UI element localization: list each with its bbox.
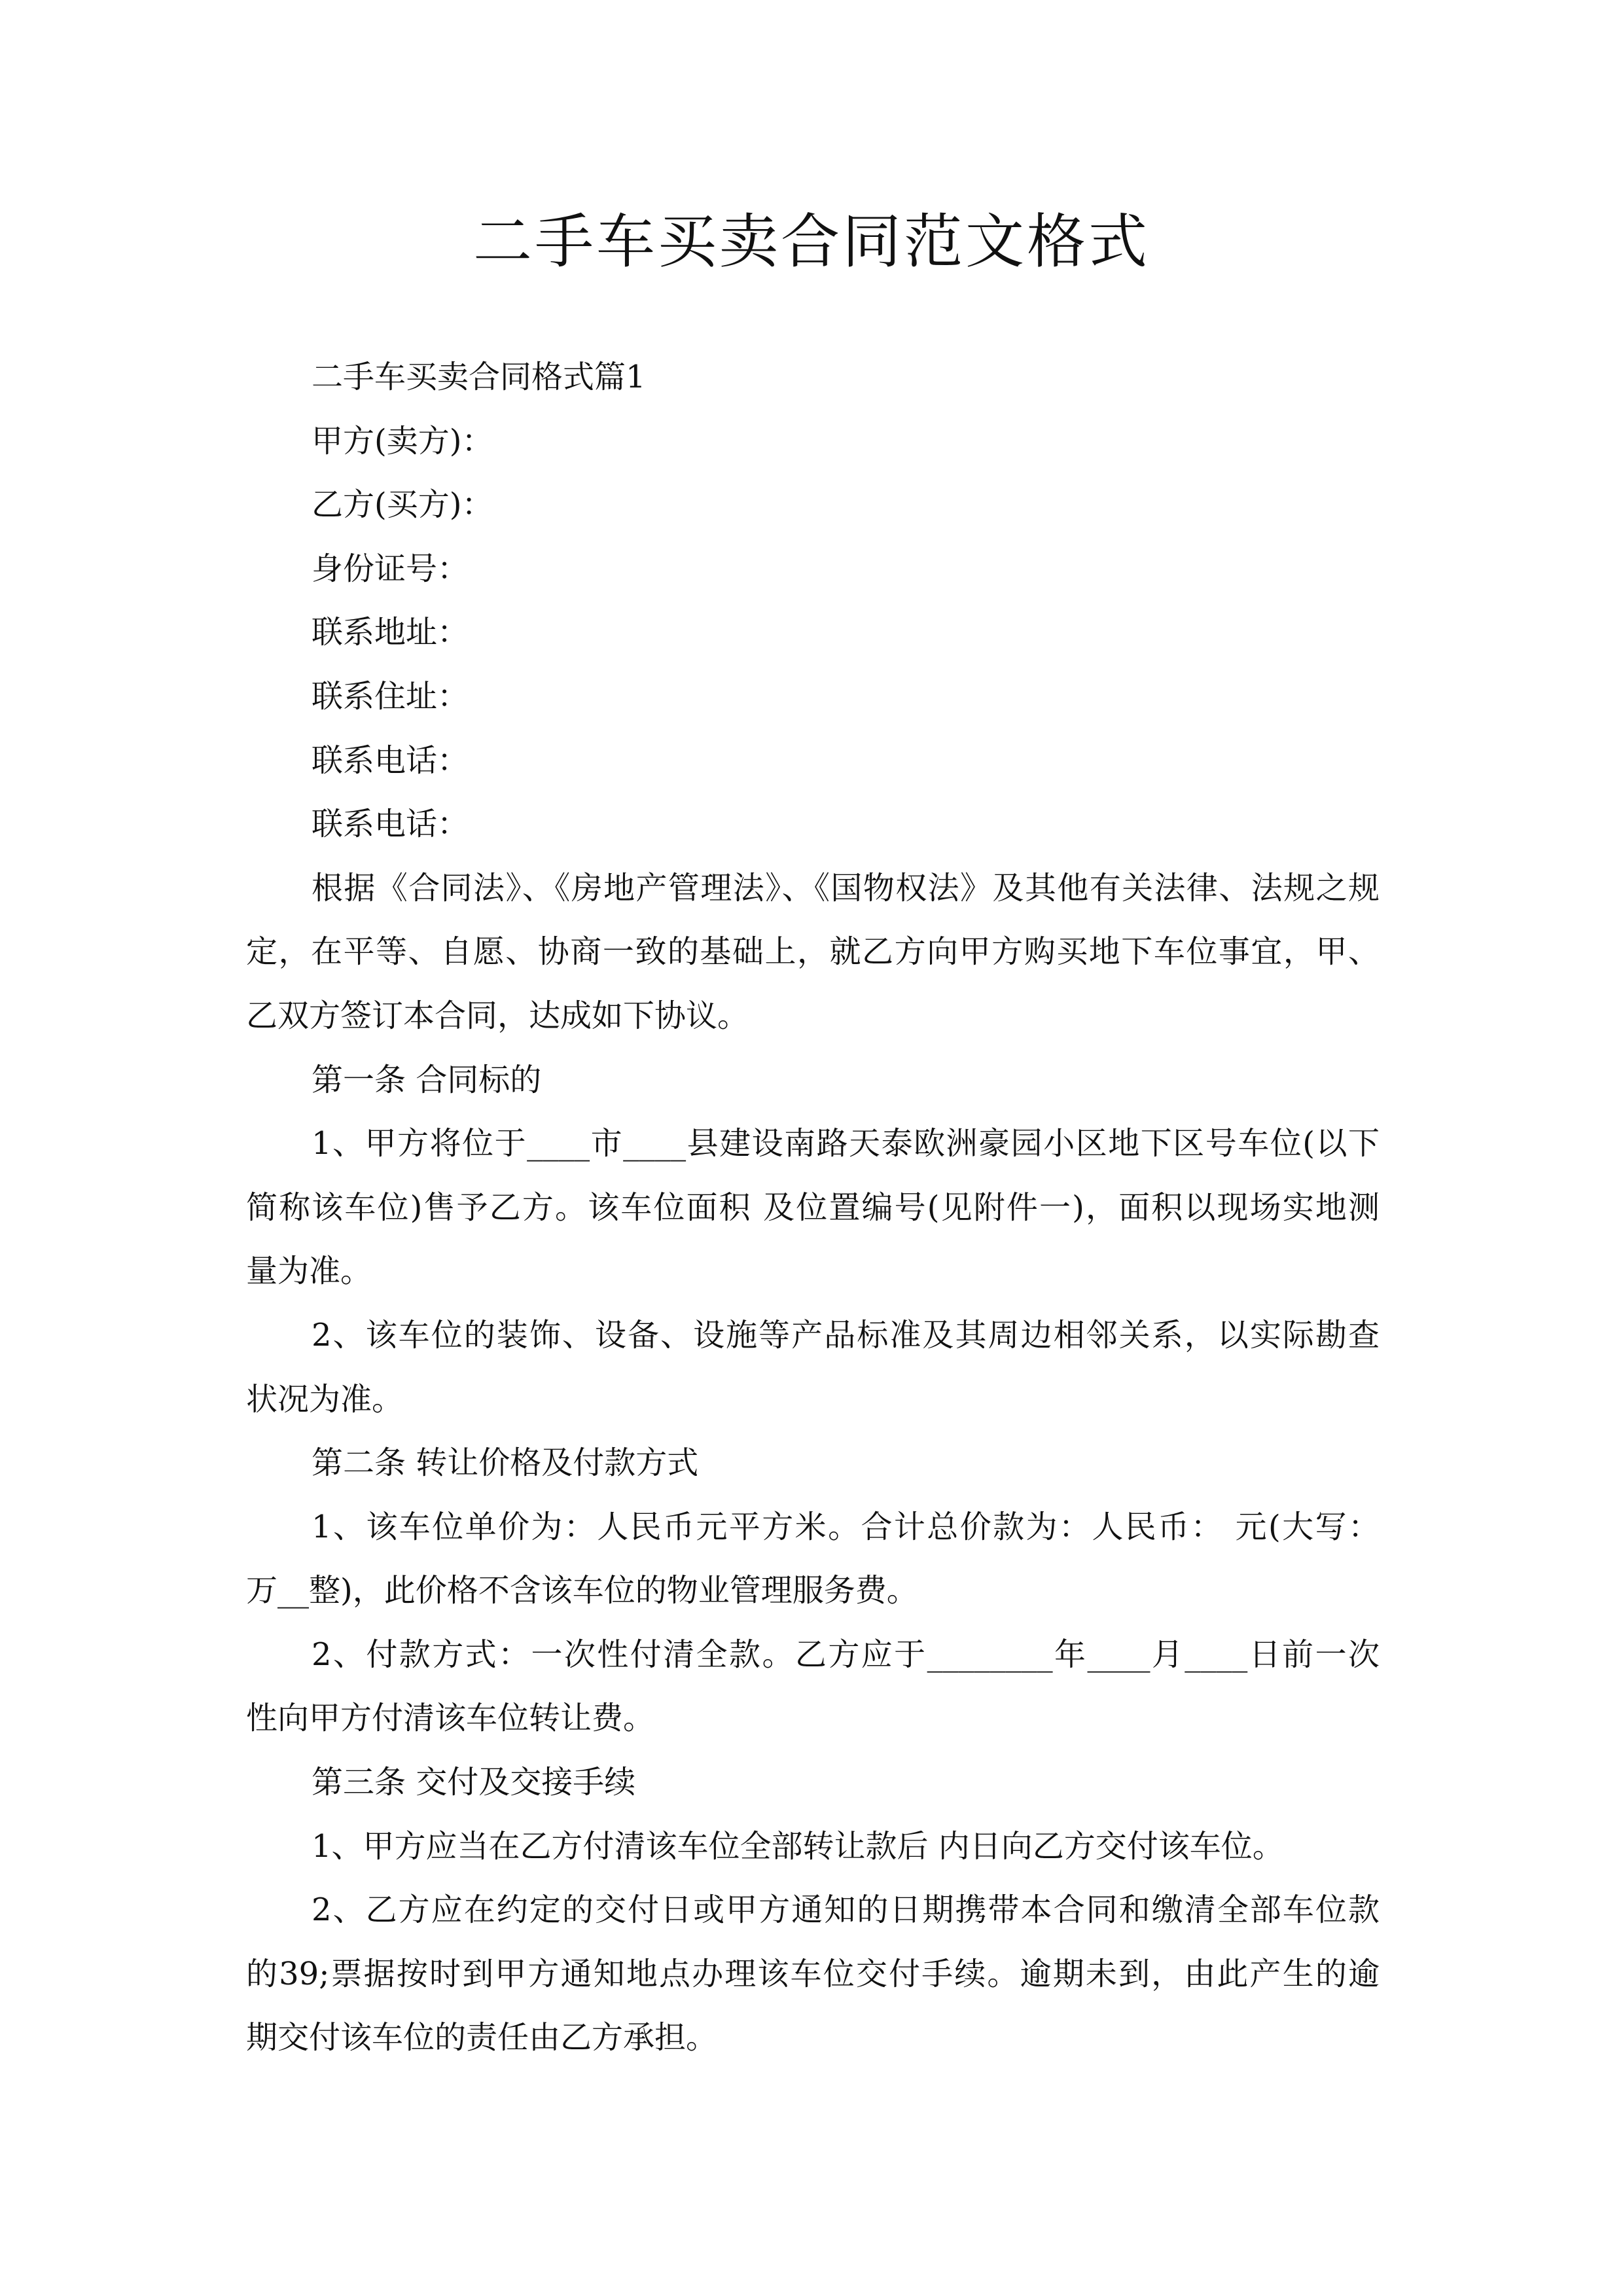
paragraph — [246, 1049, 1380, 1113]
paragraph — [246, 1878, 1380, 2070]
paragraph — [246, 1751, 1380, 1815]
paragraph — [246, 1431, 1380, 1496]
paragraph-line: 状况为准。 — [246, 1380, 404, 1418]
paragraph — [246, 1496, 1380, 1623]
paragraph-line: 联系住址： — [312, 677, 469, 715]
paragraph-line: 性向甲方付清该车位转让费。 — [246, 1700, 655, 1737]
paragraph — [246, 1112, 1380, 1304]
paragraph — [246, 1623, 1380, 1751]
paragraph-line: 1、甲方应当在乙方付清该车位全部转让款后 内日向乙方交付该车位。 — [312, 1827, 1284, 1865]
paragraph-line: 2、付款方式：一次性付清全款。乙方应于________年____月____日前一次 — [312, 1636, 1380, 1673]
paragraph-line: 2、该车位的装饰、设备、设施等产品标准及其周边相邻关系，以实际勘查 — [312, 1316, 1380, 1354]
paragraph-line: 联系电话： — [312, 806, 469, 843]
paragraph-line: 第一条 合同标的 — [312, 1061, 542, 1098]
paragraph-line: 1、该车位单价为：人民币元平方米。合计总价款为：人民币： 元(大写： — [312, 1508, 1380, 1545]
paragraph-line: 二手车买卖合同格式篇1 — [312, 359, 646, 395]
paragraph-line: 联系地址： — [312, 614, 469, 651]
paragraph-line: 简称该车位)售予乙方。该车位面积 及位置编号(见附件一)，面积以现场实地测 — [246, 1189, 1380, 1226]
paragraph-line: 乙双方签订本合同，达成如下协议。 — [246, 997, 749, 1034]
paragraph — [246, 346, 1380, 410]
paragraph-line: 甲方(卖方)： — [312, 422, 493, 459]
paragraph-line: 第二条 转让价格及付款方式 — [312, 1444, 699, 1482]
document-title: 二手车买卖合同范文格式 — [473, 207, 1150, 276]
paragraph-line: 第三条 交付及交接手续 — [312, 1764, 636, 1801]
paragraph — [246, 729, 1380, 793]
paragraph-line: 身份证号： — [312, 550, 469, 587]
paragraph-line: 期交付该车位的责任由乙方承担。 — [246, 2019, 718, 2056]
paragraph — [246, 793, 1380, 857]
paragraph-line: 的39;票据按时到甲方通知地点办理该车位交付手续。逾期未到，由此产生的逾 — [246, 1955, 1380, 1992]
paragraph-line: 量为准。 — [246, 1253, 372, 1290]
paragraph — [246, 537, 1380, 601]
paragraph-line: 定，在平等、自愿、协商一致的基础上，就乙方向甲方购买地下车位事宜，甲、 — [246, 933, 1380, 971]
paragraph-line: 联系电话： — [312, 742, 469, 779]
paragraph-line: 1、甲方将位于____市____县建设南路天泰欧洲豪园小区地下区号车位(以下 — [312, 1125, 1380, 1162]
paragraph — [246, 601, 1380, 665]
document-body — [246, 346, 1380, 2070]
paragraph — [246, 410, 1380, 474]
paragraph — [246, 1815, 1380, 1879]
paragraph-line: 2、乙方应在约定的交付日或甲方通知的日期携带本合同和缴清全部车位款 — [312, 1892, 1380, 1929]
paragraph-line: 根据《合同法》、《房地产管理法》、《国物权法》及其他有关法律、法规之规 — [312, 869, 1380, 906]
paragraph — [246, 1304, 1380, 1431]
paragraph — [246, 473, 1380, 537]
paragraph-line: 万__整)，此价格不含该车位的物业管理服务费。 — [246, 1572, 918, 1609]
paragraph-line: 乙方(买方)： — [312, 486, 493, 524]
paragraph — [246, 665, 1380, 729]
paragraph — [246, 857, 1380, 1049]
